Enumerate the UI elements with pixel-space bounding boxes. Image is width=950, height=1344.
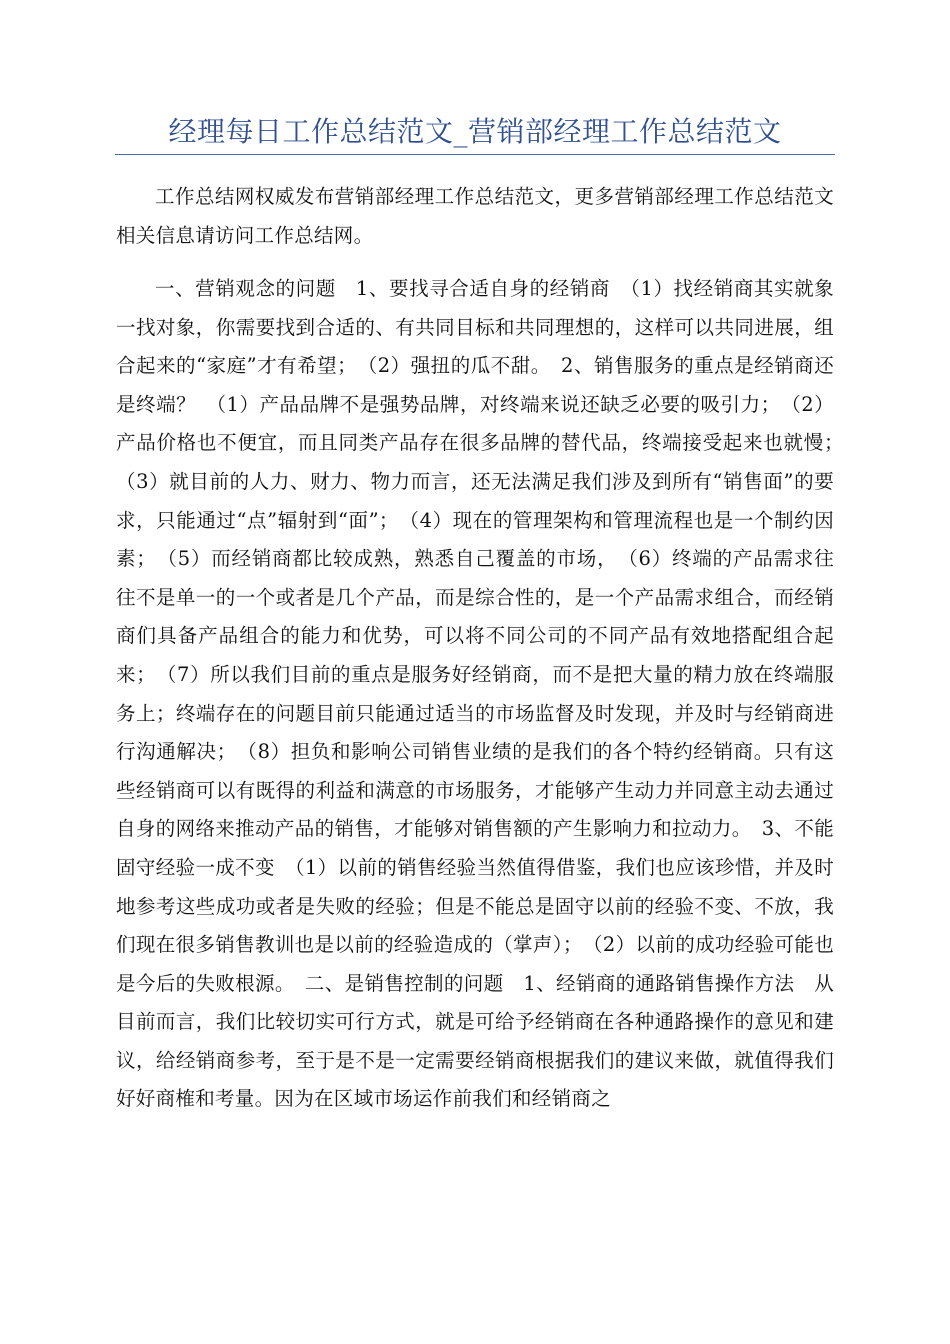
paragraph-intro: 工作总结网权威发布营销部经理工作总结范文，更多营销部经理工作总结范文相关信息请访问工作总结网。: [116, 185, 834, 247]
title-underline: [115, 154, 835, 155]
paragraph-main: 一、营销观念的问题 1、要找寻合适自身的经销商 （1）找经销商其实就象一找对象，你需要找到合适的、有共同目标和共同理想的，这样可以共同进展，组合起来的“家庭”才有希望； （2）强扭的瓜不甜。 2、销售服务的重点是经销商还是终端？ （1）产品品牌不是强势品牌，对终端来说还缺乏必要的吸引力； （2）产品价格也不便宜，而且同类产品存在很多品牌的替代品，终端接受起来也就慢； （3）就目前的人力、财力、物力而言，还无法满足我们涉及到所有“销售面”的要求，只能通过“点”辐射到“面”； （4）现在的管理架构和管理流程也是一个制约因素； （5）而经销商都比较成熟，熟悉自己覆盖的市场， （6）终端的产品需求往往不是单一的一个或者是几个产品，而是综合性的，是一个产品需求组合，而经销商们具备产品组合的能力和优势，可以将不同公司的不同产品有效地搭配组合起来； （7）所以我们目前的重点是服务好经销商，而不是把大量的精力放在终端服务上；终端存在的问题目前只能通过适当的市场监督及时发现，并及时与经销商进行沟通解决； （8）担负和影响公司销售业绩的是我们的各个特约经销商。只有这些经销商可以有既得的利益和满意的市场服务，才能够产生动力并同意主动去通过自身的网络来推动产品的销售，才能够对销售额的产生影响力和拉动力。 3、不能固守经验一成不变 （1）以前的销售经验当然值得借鉴，我们也应该珍惜，并及时地参考这些成功或者是失败的经验；但是不能总是固守以前的经验不变、不放，我们现在很多销售教训也是以前的经验造成的（掌声）； （2）以前的成功经验可能也是今后的失败根源。 二、是销售控制的问题 1、经销商的通路销售操作方法 从目前而言，我们比较切实可行方式，就是可给予经销商在各种通路操作的意见和建议，给经销商参考，至于是不是一定需要经销商根据我们的建议来做，就值得我们好好商榷和考量。因为在区域市场运作前我们和经销商之: [116, 277, 854, 1111]
document-title: 经理每日工作总结范文_营销部经理工作总结范文: [168, 115, 782, 148]
